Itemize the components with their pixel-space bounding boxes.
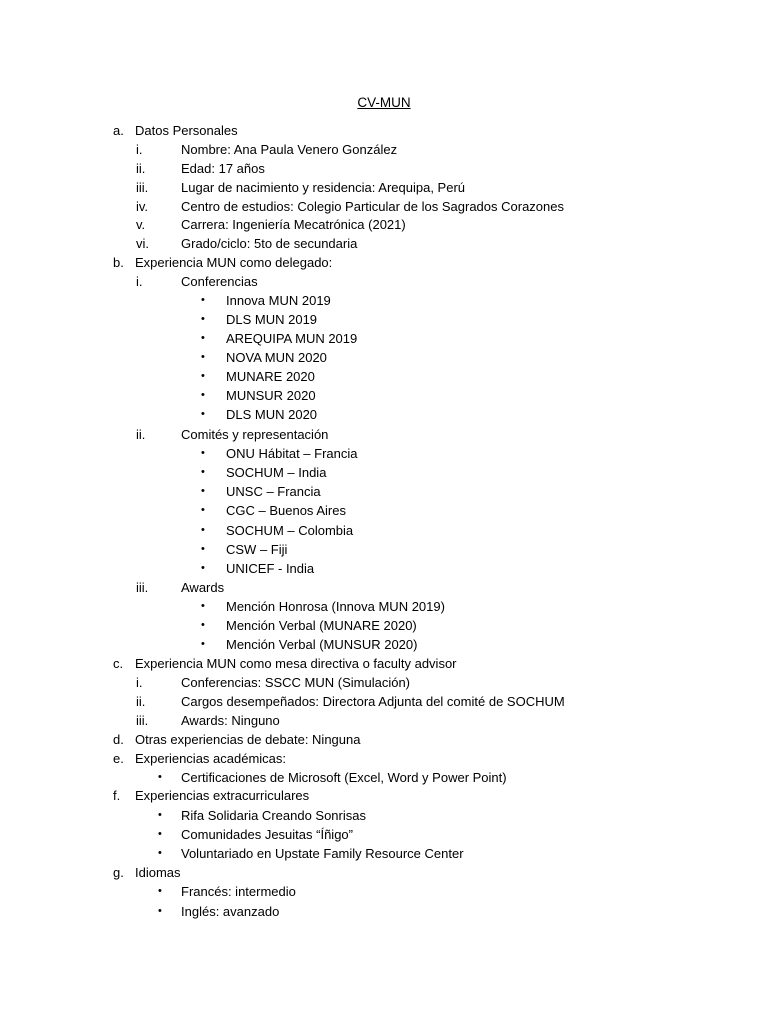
- bullet-text: CGC – Buenos Aires: [226, 503, 346, 518]
- bullet-icon: •: [158, 905, 162, 917]
- bullet-icon: •: [201, 351, 205, 363]
- roman-label: iii.: [136, 180, 149, 195]
- bullet-text: DLS MUN 2020: [226, 407, 318, 422]
- roman-label: ii.: [136, 161, 146, 176]
- bullet-icon: •: [158, 847, 162, 859]
- section-label: c.: [113, 656, 124, 671]
- bullet-text: CSW – Fiji: [226, 542, 288, 557]
- section-title: Otras experiencias de debate: Ninguna: [135, 732, 361, 747]
- roman-label: ii.: [136, 694, 146, 709]
- bullet-icon: •: [201, 370, 205, 382]
- section-title: Experiencia MUN como mesa directiva o faculty advisor: [135, 656, 457, 671]
- bullet-icon: •: [201, 447, 205, 459]
- bullet-icon: •: [158, 809, 162, 821]
- item-text: Cargos desempeñados: Directora Adjunta del comité de SOCHUM: [181, 694, 565, 709]
- bullet-icon: •: [201, 389, 205, 401]
- bullet-icon: •: [201, 408, 205, 420]
- item-text: Grado/ciclo: 5to de secundaria: [181, 236, 358, 251]
- bullet-icon: •: [201, 332, 205, 344]
- bullet-icon: •: [201, 543, 205, 555]
- bullet-text: AREQUIPA MUN 2019: [226, 331, 358, 346]
- bullet-icon: •: [201, 313, 205, 325]
- item-text: Awards: Ninguno: [181, 713, 280, 728]
- bullet-icon: •: [201, 294, 205, 306]
- bullet-text: UNICEF - India: [226, 561, 315, 576]
- bullet-text: NOVA MUN 2020: [226, 350, 327, 365]
- item-text: Lugar de nacimiento y residencia: Arequipa, Perú: [181, 180, 466, 195]
- document-title: CV-MUN: [357, 95, 411, 110]
- bullet-text: DLS MUN 2019: [226, 312, 318, 327]
- roman-label: vi.: [136, 236, 149, 251]
- item-text: Awards: [181, 580, 225, 595]
- bullet-text: Inglés: avanzado: [181, 904, 280, 919]
- section-label: a.: [113, 123, 124, 138]
- bullet-text: Rifa Solidaria Creando Sonrisas: [181, 808, 366, 823]
- roman-label: i.: [136, 675, 143, 690]
- bullet-icon: •: [201, 619, 205, 631]
- bullet-icon: •: [201, 638, 205, 650]
- item-text: Carrera: Ingeniería Mecatrónica (2021): [181, 217, 406, 232]
- bullet-icon: •: [201, 504, 205, 516]
- section-label: f.: [113, 788, 121, 803]
- item-text: Comités y representación: [181, 427, 329, 442]
- bullet-text: Voluntariado en Upstate Family Resource Center: [181, 846, 464, 861]
- section-title: Experiencia MUN como delegado:: [135, 255, 333, 270]
- item-text: Edad: 17 años: [181, 161, 265, 176]
- section-title: Idiomas: [135, 865, 181, 880]
- item-text: Nombre: Ana Paula Venero González: [181, 142, 398, 157]
- roman-label: i.: [136, 142, 143, 157]
- roman-label: i.: [136, 274, 143, 289]
- bullet-icon: •: [201, 524, 205, 536]
- bullet-icon: •: [158, 885, 162, 897]
- bullet-text: Certificaciones de Microsoft (Excel, Word y Power Point): [181, 770, 507, 785]
- section-title: Experiencias extracurriculares: [135, 788, 310, 803]
- bullet-text: Comunidades Jesuitas “Íñigo”: [181, 827, 353, 842]
- bullet-icon: •: [158, 771, 162, 783]
- bullet-text: SOCHUM – India: [226, 465, 327, 480]
- bullet-text: Mención Verbal (MUNSUR 2020): [226, 637, 418, 652]
- bullet-text: MUNSUR 2020: [226, 388, 316, 403]
- bullet-text: SOCHUM – Colombia: [226, 523, 354, 538]
- bullet-icon: •: [158, 828, 162, 840]
- section-label: g.: [113, 865, 124, 880]
- item-text: Centro de estudios: Colegio Particular de los Sagrados Corazones: [181, 199, 564, 214]
- bullet-text: Francés: intermedio: [181, 884, 296, 899]
- roman-label: iii.: [136, 580, 149, 595]
- item-text: Conferencias: [181, 274, 258, 289]
- roman-label: iii.: [136, 713, 149, 728]
- bullet-icon: •: [201, 600, 205, 612]
- bullet-text: ONU Hábitat – Francia: [226, 446, 358, 461]
- bullet-icon: •: [201, 466, 205, 478]
- section-title: Datos Personales: [135, 123, 238, 138]
- roman-label: ii.: [136, 427, 146, 442]
- section-label: b.: [113, 255, 124, 270]
- bullet-text: Mención Verbal (MUNARE 2020): [226, 618, 417, 633]
- section-label: d.: [113, 732, 124, 747]
- roman-label: v.: [136, 217, 146, 232]
- item-text: Conferencias: SSCC MUN (Simulación): [181, 675, 411, 690]
- bullet-text: MUNARE 2020: [226, 369, 315, 384]
- section-label: e.: [113, 751, 124, 766]
- bullet-icon: •: [201, 485, 205, 497]
- bullet-text: Innova MUN 2019: [226, 293, 331, 308]
- bullet-text: UNSC – Francia: [226, 484, 321, 499]
- roman-label: iv.: [136, 199, 149, 214]
- section-title: Experiencias académicas:: [135, 751, 287, 766]
- bullet-icon: •: [201, 562, 205, 574]
- bullet-text: Mención Honrosa (Innova MUN 2019): [226, 599, 445, 614]
